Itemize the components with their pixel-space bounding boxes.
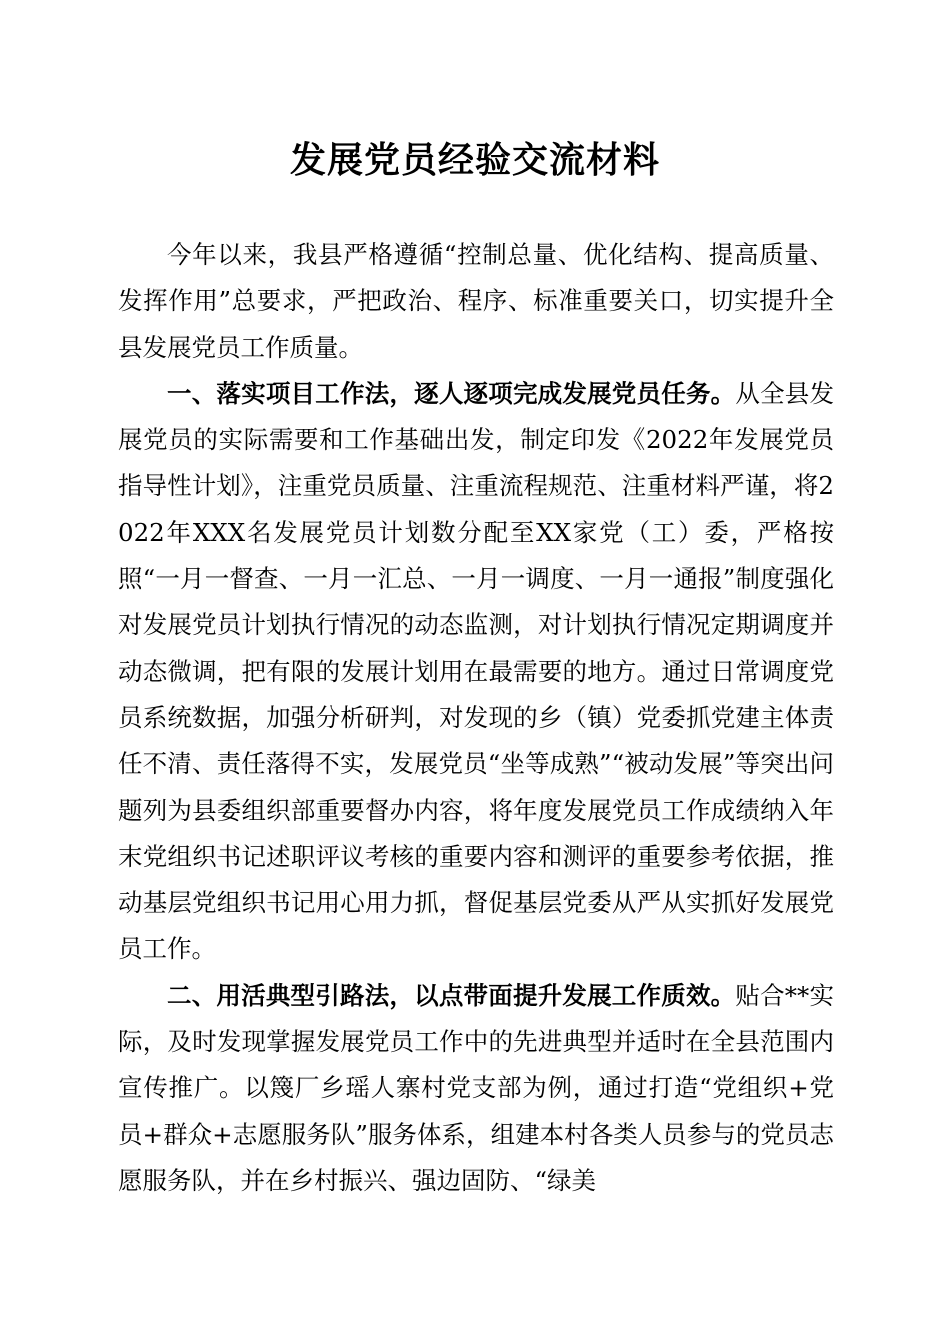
section-2-paragraph <box>118 973 834 1204</box>
section-1-text: 从全县发展党员的实际需要和工作基础出发，制定印发《2022年发展党员指导性计划》，注重党员质量、注重流程规范、注重材料严谨，将2022年XXX名发展党员计划数分配至XX家党（工）委，严格按照“一月一督查、一月一汇总、一月一调度、一月一通报”制度强化对发展党员计划执行情况的动态监测，对计划执行情况定期调度并动态微调，把有限的发展计划用在最需要的地方。通过日常调度党员系统数据，加强分析研判，对发现的乡（镇）党委抓党建主体责任不清、责任落得不实，发展党员“坐等成熟”“被动发展”等突出问题列为县委组织部重要督办内容，将年度发展党员工作成绩纳入年末党组织书记述职评议考核的重要内容和测评的重要参考依据，推动基层党组织书记用心用力抓，督促基层党委从严从实抓好发展党员工作。 <box>118 378 835 964</box>
section-1-heading: 一、落实项目工作法，逐人逐项完成发展党员任务。 <box>167 378 736 408</box>
document-body <box>118 232 834 1204</box>
document-title: 发展党员经验交流材料 <box>289 139 660 181</box>
intro-paragraph-text: 今年以来，我县严格遵循“控制总量、优化结构、提高质量、发挥作用”总要求，严把政治、程序、标准重要关口，切实提升全县发展党员工作质量。 <box>118 240 834 362</box>
intro-paragraph <box>118 232 834 371</box>
section-2-text: 贴合**实际，及时发现掌握发展党员工作中的先进典型并适时在全县范围内宣传推广。以篾厂乡瑶人寨村党支部为例，通过打造“党组织+党员+群众+志愿服务队”服务体系，组建本村各类人员参与的党员志愿服务队，并在乡村振兴、强边固防、“绿美 <box>118 980 835 1195</box>
section-2-heading: 二、用活典型引路法，以点带面提升发展工作质效。 <box>167 980 736 1010</box>
section-1-paragraph <box>118 371 834 973</box>
